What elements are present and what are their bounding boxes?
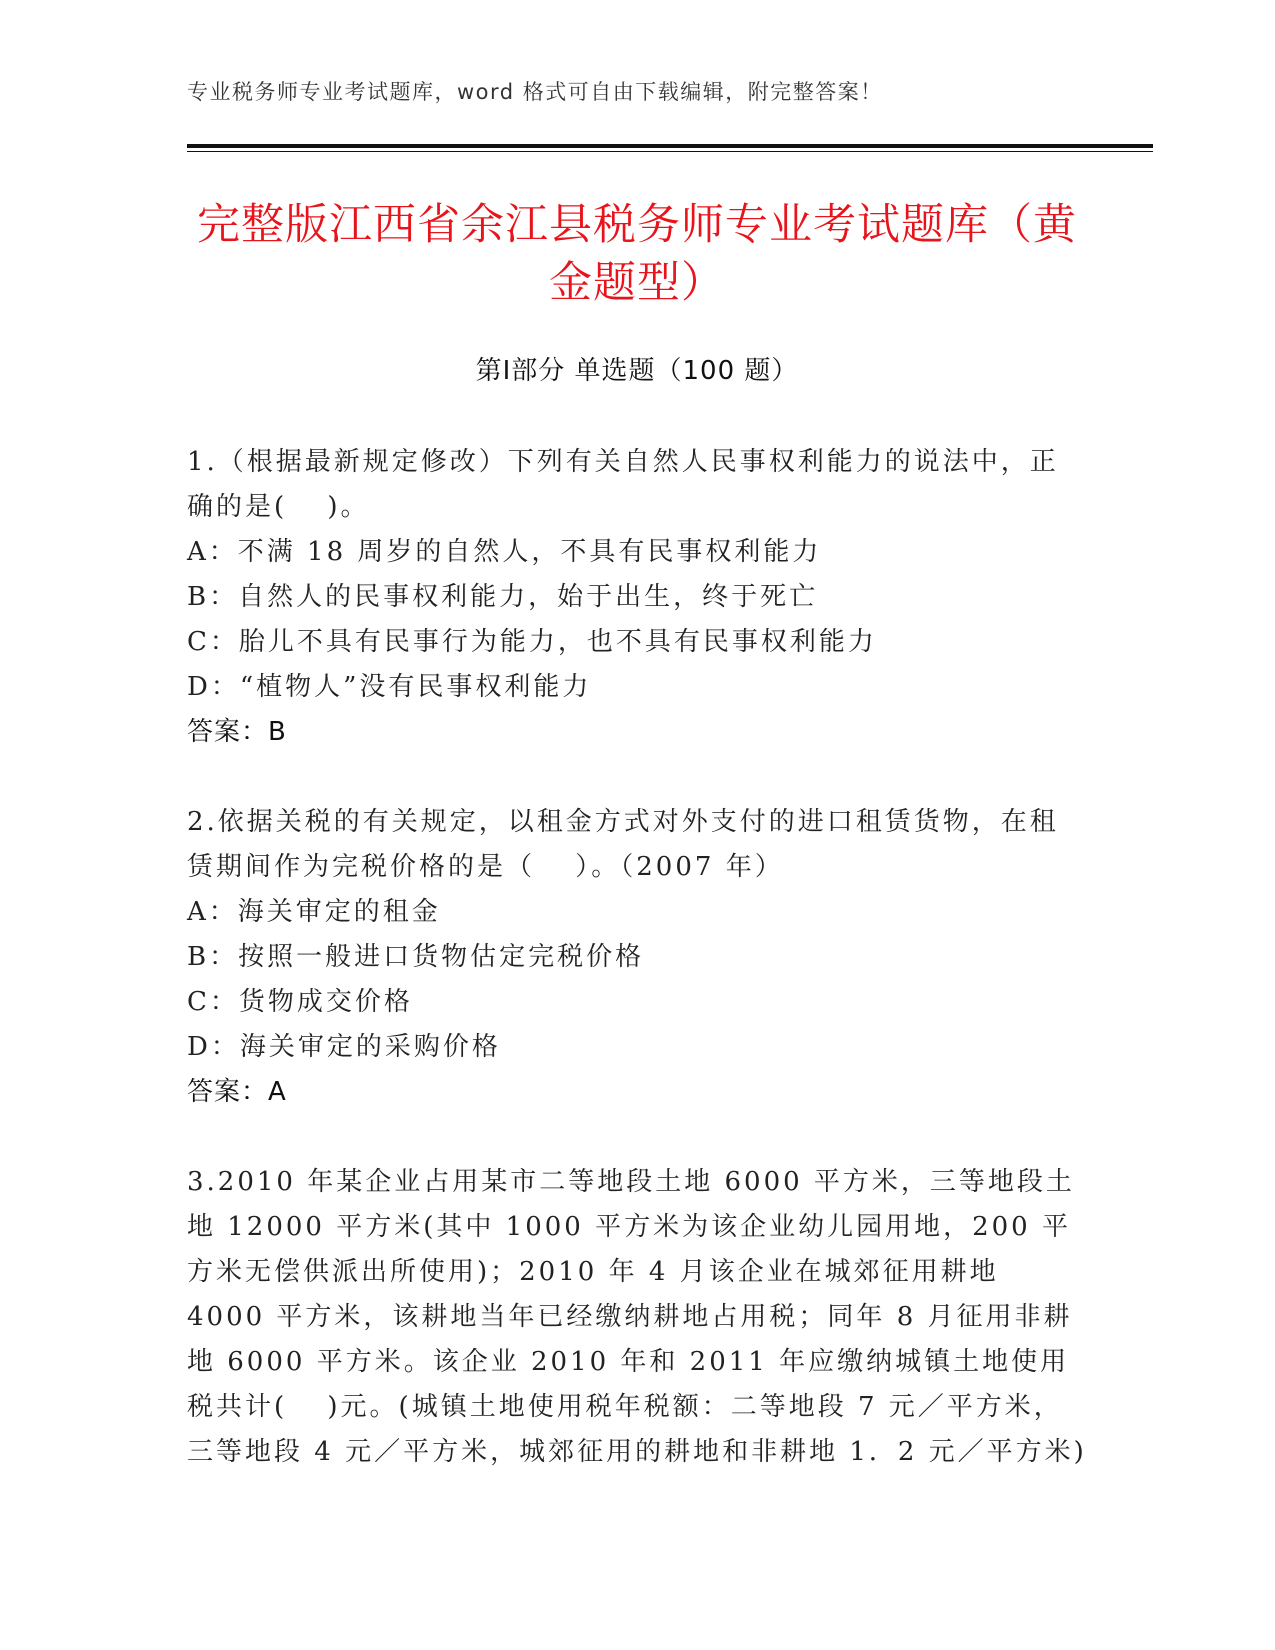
- option-a: A：海关审定的租金: [187, 897, 441, 927]
- question-text: 1.（根据最新规定修改）下列有关自然人民事权利能力的说法中，正确的是( )。: [187, 447, 1059, 522]
- answer: 答案：A: [187, 1077, 287, 1107]
- header-note: 专业税务师专业考试题库，word 格式可自由下载编辑，附完整答案！: [187, 80, 883, 104]
- option-b: B：自然人的民事权利能力，始于出生，终于死亡: [187, 582, 819, 612]
- section-heading: 第Ⅰ部分 单选题（100 题）: [475, 356, 799, 386]
- option-d: D：海关审定的采购价格: [187, 1032, 501, 1062]
- option-d: D：“植物人”没有民事权利能力: [187, 672, 592, 702]
- document-title: 完整版江西省余江县税务师专业考试题库（黄金题型）: [197, 200, 1077, 308]
- question-2: [187, 800, 1087, 1115]
- answer: 答案：B: [187, 717, 287, 747]
- question-list: [187, 440, 1087, 1520]
- option-c: C：胎儿不具有民事行为能力，也不具有民事权利能力: [187, 627, 877, 657]
- question-1: [187, 440, 1087, 755]
- header-divider-thick: [187, 144, 1153, 148]
- question-text: 2.依据关税的有关规定，以租金方式对外支付的进口租赁货物，在租赁期间作为完税价格的是（ ）。（2007 年）: [187, 807, 1059, 882]
- option-c: C：货物成交价格: [187, 987, 413, 1017]
- header-divider-thin: [187, 151, 1153, 152]
- question-text: 3.2010 年某企业占用某市二等地段土地 6000 平方米，三等地段土地 12000 平方米(其中 1000 平方米为该企业幼儿园用地，200 平方米无偿供派出所使用)；2010 年 4 月该企业在城郊征用耕地 4000 平方米，该耕地当年已经缴纳耕地占用税；同年 8 月征用非耕地 6000 平方米。该企业 2010 年和 2011 年应缴纳城镇土地使用税共计( )元。(城镇土地使用税年税额：二等地段 7 元／平方米，三等地段 4 元／平方米，城郊征用的耕地和非耕地 1．2 元／平方米): [187, 1167, 1087, 1467]
- option-a: A：不满 18 周岁的自然人，不具有民事权利能力: [187, 537, 822, 567]
- question-3: [187, 1160, 1087, 1475]
- option-b: B：按照一般进口货物估定完税价格: [187, 942, 645, 972]
